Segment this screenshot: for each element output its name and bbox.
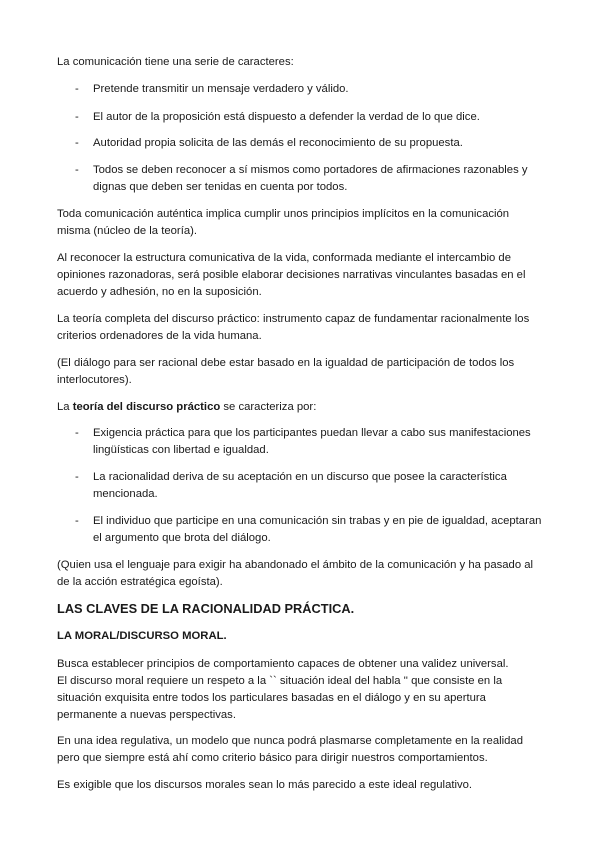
list-item [57,81,545,98]
list-dash: - [75,164,79,176]
paragraph: Es exigible que los discursos morales sean lo más parecido a este ideal regulativo. [57,779,473,791]
list-item [57,162,545,196]
paragraph-text: El discurso moral requiere un respeto a la `` situación ideal del habla '' que consiste en la situación exquisita entre todos los particulares basadas en el diálogo y en su apertura permanente a nuevas perspectivas. [57,675,503,721]
list-item [57,469,545,503]
paragraph: (Quien usa el lenguaje para exigir ha abandonado el ámbito de la comunicación y ha pasado al de la acción estratégica egoísta). [57,559,534,588]
paragraph [57,656,545,724]
subsection-heading: LA MORAL/DISCURSO MORAL. [57,630,227,642]
list-item [57,135,545,152]
list-item [57,425,545,459]
paragraph: La teoría completa del discurso práctico: instrumento capaz de fundamentar racionalmente los criterios ordenadores de la vida humana. [57,313,530,342]
list-dash: - [75,83,79,95]
teoria-bold-term: teoría del discurso práctico [72,401,221,413]
list-dash: - [75,427,79,439]
teoria-suffix: se caracteriza por: [220,401,317,413]
paragraph: Toda comunicación auténtica implica cumplir unos principios implícitos en la comunicación misma (núcleo de la teoría). [57,208,510,237]
paragraph: En una idea regulativa, un modelo que nunca podrá plasmarse completamente en la realidad pero que siempre está ahí como criterio básico para dirigir nuestros comportamientos. [57,735,523,764]
list-item-text: La racionalidad deriva de su aceptación en un discurso que posee la característica mencionada. [93,471,507,500]
paragraph-line: Busca establecer principios de comportamiento capaces de obtener una validez universal. [57,658,509,670]
paragraph: (El diálogo para ser racional debe estar basado en la igualdad de participación de todos los interlocutores). [57,357,515,386]
list-item-text: Exigencia práctica para que los participantes puedan llevar a cabo sus manifestaciones lingüísticas con libertad e igualdad. [93,427,531,456]
paragraph: Al reconocer la estructura comunicativa de la vida, conformada mediante el intercambio de opiniones razonadoras, será posible elaborar decisiones narrativas vinculantes basadas en el acuerdo y adhesión, no en la suposición. [57,252,526,298]
list-dash: - [75,471,79,483]
list-dash: - [75,515,79,527]
list-item-text: Pretende transmitir un mensaje verdadero y válido. [93,83,349,95]
list-item [57,109,545,126]
teoria-prefix: La [57,401,73,413]
list-item-text: Autoridad propia solicita de las demás el reconocimiento de su propuesta. [93,137,463,149]
list-item [57,513,545,547]
list-item-text: El autor de la proposición está dispuesto a defender la verdad de lo que dice. [93,111,480,123]
section-heading: LAS CLAVES DE LA RACIONALIDAD PRÁCTICA. [57,601,355,616]
list-item-text: Todos se deben reconocer a sí mismos como portadores de afirmaciones razonables y dignas que deben ser tenidas en cuenta por todos. [93,164,528,193]
list-dash: - [75,137,79,149]
intro-paragraph: La comunicación tiene una serie de caracteres: [57,56,294,68]
list-dash: - [75,111,79,123]
teoria-intro [57,399,545,416]
list-item-text: El individuo que participe en una comunicación sin trabas y en pie de igualdad, aceptaran el argumento que brota del diálogo. [93,515,542,544]
